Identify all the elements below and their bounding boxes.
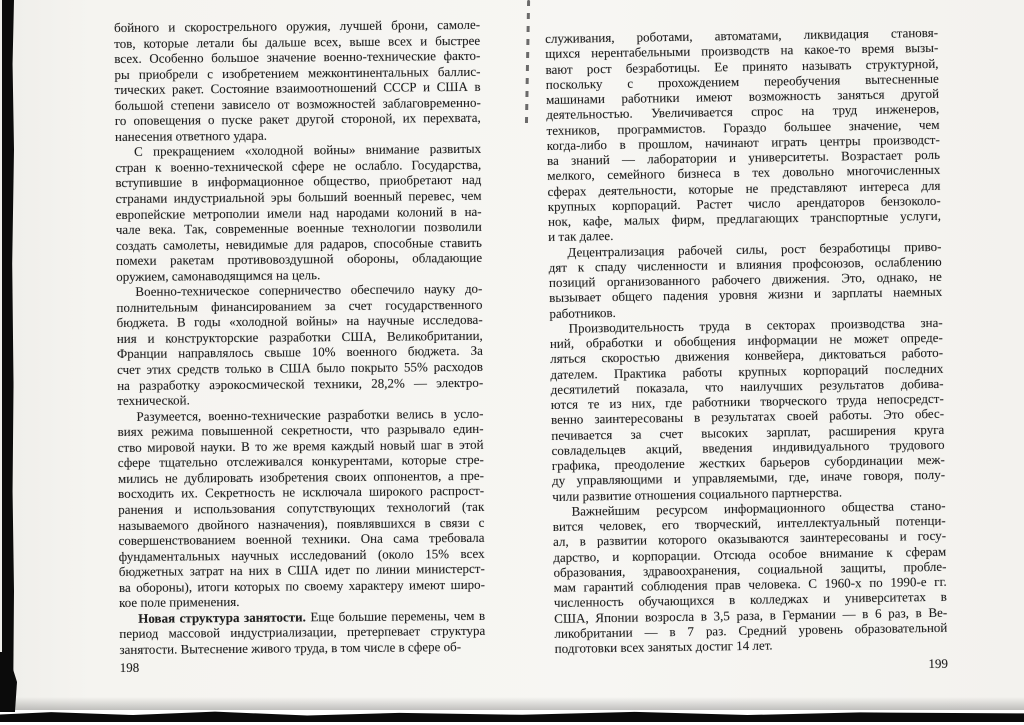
text-line: ва знаний — лаборатории и университеты. Возрастает роль: [546, 146, 941, 168]
text-line: вится человек, его творческий, интеллектуальный потенци-: [552, 512, 946, 534]
text-line: численность обучающихся в колледжах и университетах в: [553, 589, 948, 611]
text-line: работников.: [549, 304, 616, 321]
text-line: графика, преодоление жестких барьеров субординации меж-: [551, 451, 945, 473]
text-line: восходить их. Секретность не исключала широкого распрост-: [118, 483, 485, 502]
text-line: тических ракет. Состояние взаимоотношений СССР и США в: [114, 78, 481, 98]
text-line: вступившие в информационное общество, приобретают над: [115, 172, 482, 191]
scan-edge-bottom: [0, 710, 1024, 722]
text-line: вызывает общего падения уровня жизни и зарплаты наемных: [549, 284, 943, 306]
text-line: ры приобрели с изобретением межконтинентальных баллис-: [114, 63, 481, 82]
text-line: печивается за счет высоких зарплат, расширения круга: [551, 421, 945, 443]
page-right-text: [545, 25, 948, 656]
text-line: занятости. Вытеснение живого труда, в том числе в сфере об-: [119, 638, 462, 657]
text-line: образования, здравоохранения, социальной защиты, пробле-: [553, 558, 947, 580]
text-line: ранения и использования сопутствующих технологий (так: [118, 498, 485, 517]
text-line: сферах деятельности, которые не представляют интереса для: [547, 177, 941, 199]
paragraph: [114, 17, 481, 145]
text-line: поскольку с прохождением переобучения вытесненные: [545, 70, 939, 92]
text-line: нок, кафе, малых фирм, предлагающих транспортные услуги,: [547, 207, 942, 229]
text-line: Военно-техническое соперничество обеспечило науку до-: [135, 281, 483, 300]
paragraph: [116, 281, 483, 409]
text-line: ляться скоростью движения конвейера, диктоваться работо-: [550, 345, 944, 367]
text-line: технической.: [117, 392, 190, 409]
text-line: помехи ракетам противовоздушной обороны, обладающие: [116, 250, 483, 269]
text-line: совладельцев акций, введения индивидуального трудового: [551, 436, 945, 458]
text-line: ва обороны), итоги которых по своему характеру имеют широ-: [118, 576, 486, 595]
text-line: полнительным финансированием за счет государственного: [116, 296, 483, 315]
text-line: бюджета. В годы «холодной войны» на научные исследова-: [116, 312, 483, 331]
text-line: фундаментальных научных исследований (около 15% всех: [118, 545, 485, 564]
scan-edge-left: [2, 0, 14, 712]
text-line: дателем. Практика работы крупных корпораций последних: [550, 360, 944, 382]
text-line: го оповещения о пуске ракет другой стороной, их перехвата,: [114, 110, 481, 129]
text-line: ются те из них, где работники творческого труда непосредст-: [550, 390, 944, 412]
text-line: совершенствованием военной техники. Она сама требовала: [118, 529, 485, 549]
text-line: Разумеется, военно-технические разработки велись в усло-: [136, 405, 484, 424]
text-line: тов, которые летали бы дальше всех, выше всех и быстрее: [114, 32, 481, 51]
text-line: Децентрализация рабочей силы, рост безработицы приво-: [567, 238, 942, 260]
text-line: щихся нерентабельными производств на какое-то время вызы-: [545, 40, 939, 62]
text-line: служивания, роботами, автоматами, ликвидация становя-: [545, 24, 939, 46]
text-line: бюджетных затрат на них в США идет по линии министерст-: [118, 560, 485, 580]
paragraph: [115, 141, 482, 284]
text-line: счет этих средств только в США было покрыто 55% расходов: [116, 358, 484, 378]
paragraph: [552, 498, 947, 657]
text-line: машинами работники имеют возможность заняться другой: [545, 85, 940, 107]
text-line: Франции направлялось свыше 10% военного бюджета. За: [116, 343, 483, 362]
text-line: когда-либо в прошлом, начинают играть центры производст-: [546, 131, 940, 153]
text-line: период массовой индустриализации, претерпевает структура: [119, 623, 486, 642]
text-line: и так далее.: [548, 228, 614, 245]
text-line: называемого двойного назначения), появлявшихся в связи с: [118, 514, 485, 533]
text-line: Новая структура занятости. Еще большие перемены, чем в: [138, 607, 486, 626]
text-line: США, Японии возросла в 3,5 раза, в Германии — в 6 раз, в Ве-: [554, 604, 948, 626]
text-line: Производительность труда в секторах производства зна-: [568, 314, 943, 336]
page-left: [114, 17, 486, 676]
text-line: мились не дублировать изобретения своих оппонентов, а пре-: [117, 467, 484, 486]
page-bottom-shadow: [0, 697, 1024, 710]
text-line: техников, программистов. Гораздо большее значение, чем: [546, 116, 940, 138]
text-line: оружием, самонаводящимся на цель.: [116, 266, 321, 284]
page-right: [545, 25, 948, 678]
text-line: дарство, и корпорации. Отсюда особое внимание к сферам: [553, 543, 947, 565]
text-line: крупных корпораций. Растет число арендаторов бензоколо-: [547, 192, 941, 214]
text-line: чили развитие отношения социального партнерства.: [552, 483, 843, 504]
paragraph: [548, 238, 942, 320]
text-line: мам гарантий соблюдения прав человека. С 1960-х по 1990-е гг.: [553, 573, 947, 595]
page-number-right: 199: [928, 655, 949, 672]
text-line: деятельностью. Увеличивается спрос на труд инженеров,: [546, 101, 940, 123]
text-line: подготовки всех занятых достиг 14 лет.: [554, 637, 773, 656]
text-line: кое поле применения.: [119, 594, 240, 611]
text-line: десятилетий показала, что наилучших результатов добива-: [550, 375, 944, 397]
paragraph: [550, 315, 946, 504]
text-line: чале века. Так, современные военные технологии позволили: [115, 218, 482, 238]
text-line: дят к спаду численности и влияния профсоюзов, ослаблению: [548, 253, 942, 275]
paragraph: [117, 405, 485, 610]
text-line: стран к военно-технической сфере не ослабло. Государства,: [115, 156, 482, 175]
text-line: вают рост безработицы. Ее принято называть структурной,: [545, 55, 939, 77]
paragraph: [545, 25, 941, 245]
text-line: бойного и скорострельного оружия, лучшей брони, самоле-: [114, 16, 481, 35]
text-line: мелкого, семейного бизнеса в тех довольно многочисленных: [547, 162, 941, 184]
text-line: большой степени зависело от возможностей заблаговременно-: [114, 94, 481, 113]
text-line: странами индустриальной эры больший военный перевес, чем: [115, 187, 482, 207]
text-line: ния и конструкторские разработки США, Великобритании,: [116, 327, 483, 346]
text-line: всех. Особенно большое значение военно-технические факто-: [114, 47, 481, 67]
text-line: сфере тщательно отслеживался конкурентами, которые стре-: [117, 452, 484, 471]
text-line: Важнейшим ресурсом информационного общества стано-: [571, 497, 946, 519]
page-number-left: 198: [119, 660, 140, 676]
paragraph: [119, 608, 485, 658]
text-line: ний, обработки и обобщения информации не может опреде-: [549, 329, 943, 351]
text-line: ду управляющими и управляемыми, где, иначе говоря, полу-: [551, 467, 946, 489]
text-line: виях режима повышенной секретности, что разрывало един-: [117, 421, 484, 440]
text-line: ство мировой науки. В то же время каждый новый шаг в этой: [117, 436, 484, 455]
text-line: венно заинтересованы в результатах своей работы. Это обес-: [550, 406, 945, 428]
page-left-text: [114, 17, 486, 658]
text-line: европейские метрополии имели над народами колоний в на-: [115, 203, 482, 222]
text-line: на разработку аэрокосмической техники, 28,2% — электро-: [117, 374, 484, 393]
text-line: ал, в развитии которого оказываются заинтересованы и госу-: [552, 528, 947, 550]
text-line: С прекращением «холодной войны» внимание развитых: [134, 141, 482, 160]
text-line: нанесения ответного удара.: [114, 127, 268, 144]
text-line: создать самолеты, невидимые для радаров, способные ставить: [115, 234, 483, 253]
text-line: позиций организованного рабочего движения. Это, однако, не: [548, 268, 943, 290]
text-line: ликобритании — в 7 раз. Средний уровень образовательной: [554, 619, 948, 641]
